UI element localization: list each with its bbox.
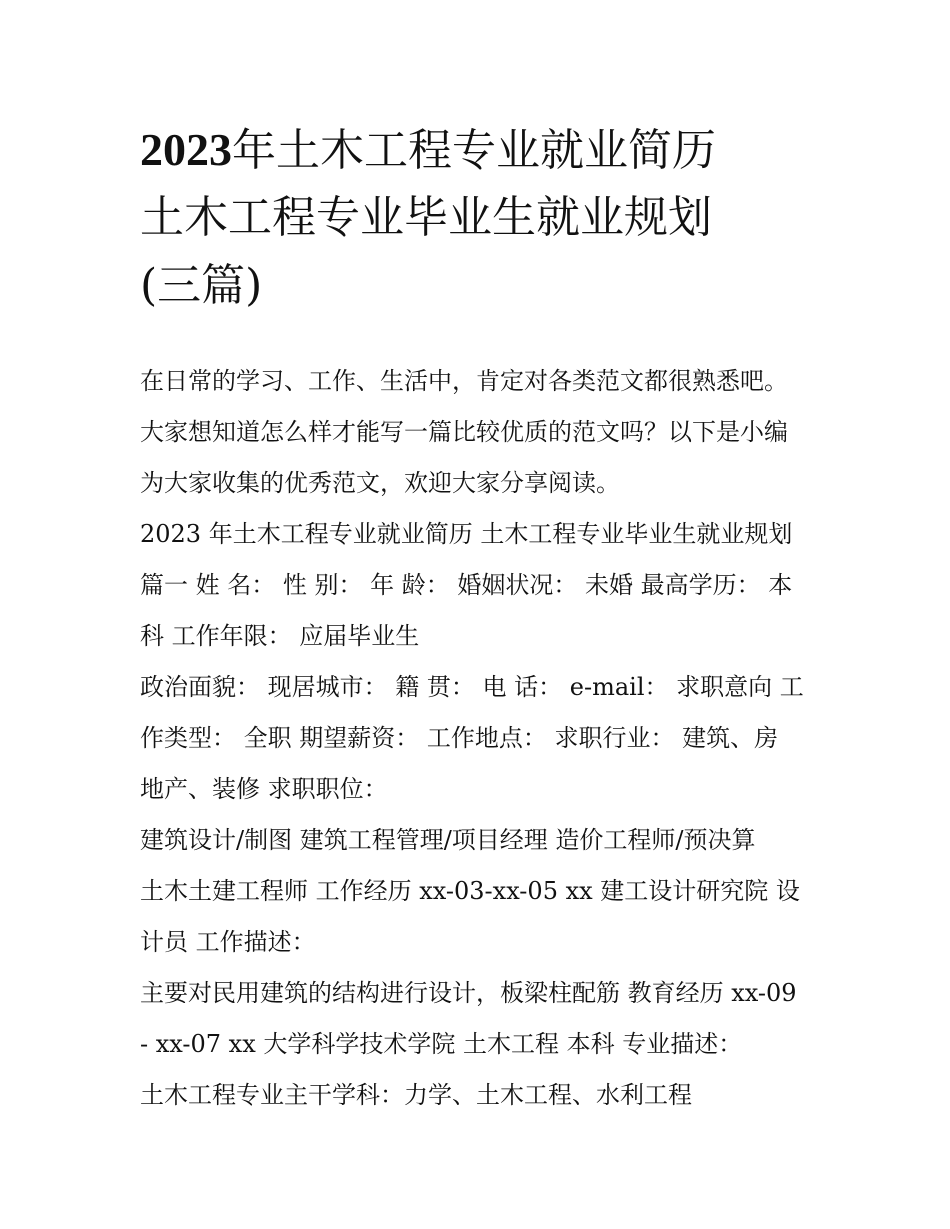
body-line: 建筑设计/制图 建筑工程管理/项目经理 造价工程师/预决算 bbox=[140, 826, 756, 854]
body-line: 科 工作年限： 应届毕业生 bbox=[140, 622, 420, 650]
body-line: 2023 年土木工程专业就业简历 土木工程专业毕业生就业规划 bbox=[140, 520, 793, 548]
body-line: 土木工程专业主干学科：力学、土木工程、水利工程 bbox=[140, 1081, 692, 1109]
body-line: 大家想知道怎么样才能写一篇比较优质的范文吗？以下是小编 bbox=[140, 418, 788, 446]
body-line: 主要对民用建筑的结构进行设计，板梁柱配筋 教育经历 xx-09 bbox=[140, 979, 797, 1007]
body-line: 计员 工作描述： bbox=[140, 928, 316, 956]
document-title bbox=[140, 116, 820, 320]
body-line: 篇一 姓 名： 性 别： 年 龄： 婚姻状况： 未婚 最高学历： 本 bbox=[140, 571, 793, 599]
document-body bbox=[140, 356, 820, 1121]
title-line-1-text: 年土木工程专业就业简历 bbox=[232, 125, 716, 176]
body-line: 在日常的学习、工作、生活中，肯定对各类范文都很熟悉吧。 bbox=[140, 367, 788, 395]
title-year: 2023 bbox=[140, 124, 232, 175]
title-line-3: (三篇) bbox=[140, 260, 263, 311]
body-line: 为大家收集的优秀范文，欢迎大家分享阅读。 bbox=[140, 469, 620, 497]
title-line-1 bbox=[140, 116, 820, 184]
body-line: 作类型： 全职 期望薪资： 工作地点： 求职行业： 建筑、房 bbox=[140, 724, 779, 752]
body-line: 地产、装修 求职职位： bbox=[140, 775, 388, 803]
body-line: - xx-07 xx 大学科学技术学院 土木工程 本科 专业描述： bbox=[140, 1030, 743, 1058]
body-line: 政治面貌： 现居城市： 籍 贯： 电 话： e-mail： 求职意向 工 bbox=[140, 673, 804, 701]
body-line: 土木土建工程师 工作经历 xx-03-xx-05 xx 建工设计研究院 设 bbox=[140, 877, 800, 905]
title-line-2: 土木工程专业毕业生就业规划 bbox=[140, 192, 712, 243]
